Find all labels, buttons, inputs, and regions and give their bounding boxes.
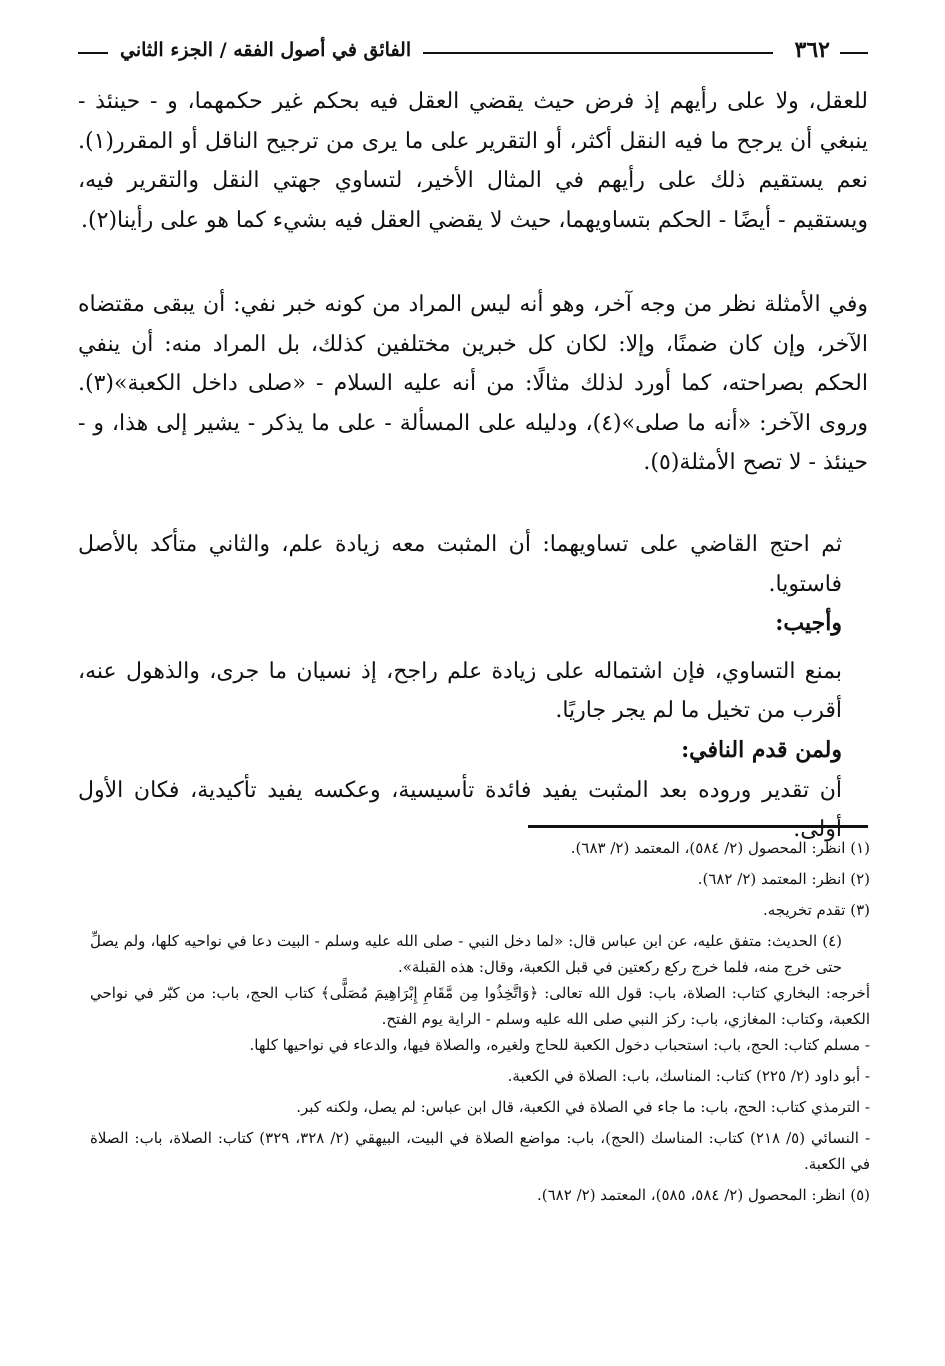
paragraph-4: بمنع التساوي، فإن اشتماله على زيادة علم راجح، إذ نسيان ما جرى، والذهول عنه، أقرب من تخيل ما لم يجر جاريًا.: [78, 658, 842, 724]
footnote-4-muslim: - مسلم كتاب: الحج، باب: استحباب دخول الكعبة للحاج ولغيره، والصلاة فيها، والدعاء في نواحيها كلها.: [249, 1036, 870, 1054]
main-text: [78, 82, 868, 850]
page-number: ٣٦٢: [794, 37, 830, 63]
footnote-separator: [528, 825, 868, 828]
footnote-4-bukhari: أخرجه: البخاري كتاب: الصلاة، باب: قول الله تعالى: ﴿وَاتَّخِذُوا مِن مَّقَامِ إِبْرَاهِيمَ مُصَلًّى﴾ كتاب الحج، باب: من كبّر في نواحي الكعبة، وكتاب: المغازي، باب: ركز النبي صلى الله عليه وسلم - الراية يوم الفتح.: [90, 984, 870, 1028]
header-rule-middle: [423, 52, 772, 54]
footnote-4-tirmidhi: - الترمذي كتاب: الحج، باب: ما جاء في الصلاة في الكعبة، قال ابن عباس: لم يصل، ولكنه كبر.: [296, 1098, 870, 1116]
footnote-4-abudawud: - أبو داود (٢/ ٢٢٥) كتاب: المناسك، باب: الصلاة في الكعبة.: [507, 1067, 870, 1085]
footnote-4-text: (٤) الحديث: متفق عليه، عن ابن عباس قال: «لما دخل النبي - صلى الله عليه وسلم - البيت دعا في نواحيه كلها، ولم يصلِّ حتى خرج منه، فلما خرج ركع ركعتين في قبل الكعبة، وقال: هذه القبلة».: [90, 932, 842, 976]
heading-answer: وأجيب:: [775, 610, 842, 637]
paragraph-2: وفي الأمثلة نظر من وجه آخر، وهو أنه ليس المراد من كونه خبر نفي: أن يبقى مقتضاه الآخر، وإن كان ضمنًا، وإلا: لكان كل خبرين مختلفين كذلك، بل المراد منه: أن ينفي الحكم بصراحته، كما أورد لذلك مثالًا: من أنه عليه السلام - «صلى داخل الكعبة»(٣). وروى الآخر: «أنه ما صلى»(٤)، ودليله على المسألة - على ما يذكر - يشير إلى هذا، و - حينئذ - لا تصح الأمثلة(٥).: [78, 292, 868, 476]
heading-nafi: ولمن قدم النافي:: [681, 736, 842, 763]
paragraph-5: أن تقدير وروده بعد المثبت يفيد فائدة تأسيسية، وعكسه يفيد تأكيدية، فكان الأول أولى.: [78, 777, 842, 843]
paragraph-3: ثم احتج القاضي على تساويهما: أن المثبت معه زيادة علم، والثاني متأكد بالأصل فاستويا.: [78, 532, 842, 597]
header-rule-left: [78, 52, 108, 54]
footnotes: [90, 835, 870, 1208]
footnote-3: (٣) تقدم تخريجه.: [762, 901, 870, 919]
footnote-1: (١) انظر: المحصول (٢/ ٥٨٤)، المعتمد (٢/ ٦٨٣).: [570, 839, 870, 857]
paragraph-1: للعقل، ولا على رأيهم إذ فرض حيث يقضي العقل فيه بحكم غير حكمهما، و - حينئذ - ينبغي أن يرجح ما فيه النقل أكثر، أو التقرير على ما يرى من ترجيح الناقل أو المقرر(١). نعم يستقيم ذلك على رأيهم في المثال الأخير، لتساوي جهتي النقل والتقرير فيه، ويستقيم - أيضًا - الحكم بتساويهما، حيث لا يقضي العقل فيه بشيء كما هو على رأينا(٢).: [78, 89, 868, 233]
footnote-4-nasai: - النسائي (٥/ ٢١٨) كتاب: المناسك (الحج)، باب: مواضع الصلاة في البيت، البيهقي (٢/ ٣٢٨، ٣٢٩) كتاب: الصلاة، باب: الصلاة في الكعبة.: [90, 1129, 871, 1173]
header-rule-right: [840, 52, 868, 54]
footnote-2: (٢) انظر: المعتمد (٢/ ٦٨٢).: [697, 870, 870, 888]
running-header: [78, 30, 868, 70]
footnote-5: (٥) انظر: المحصول (٢/ ٥٨٤، ٥٨٥)، المعتمد (٢/ ٦٨٢).: [537, 1186, 870, 1204]
book-title: الفائق في أصول الفقه / الجزء الثاني: [120, 39, 412, 61]
